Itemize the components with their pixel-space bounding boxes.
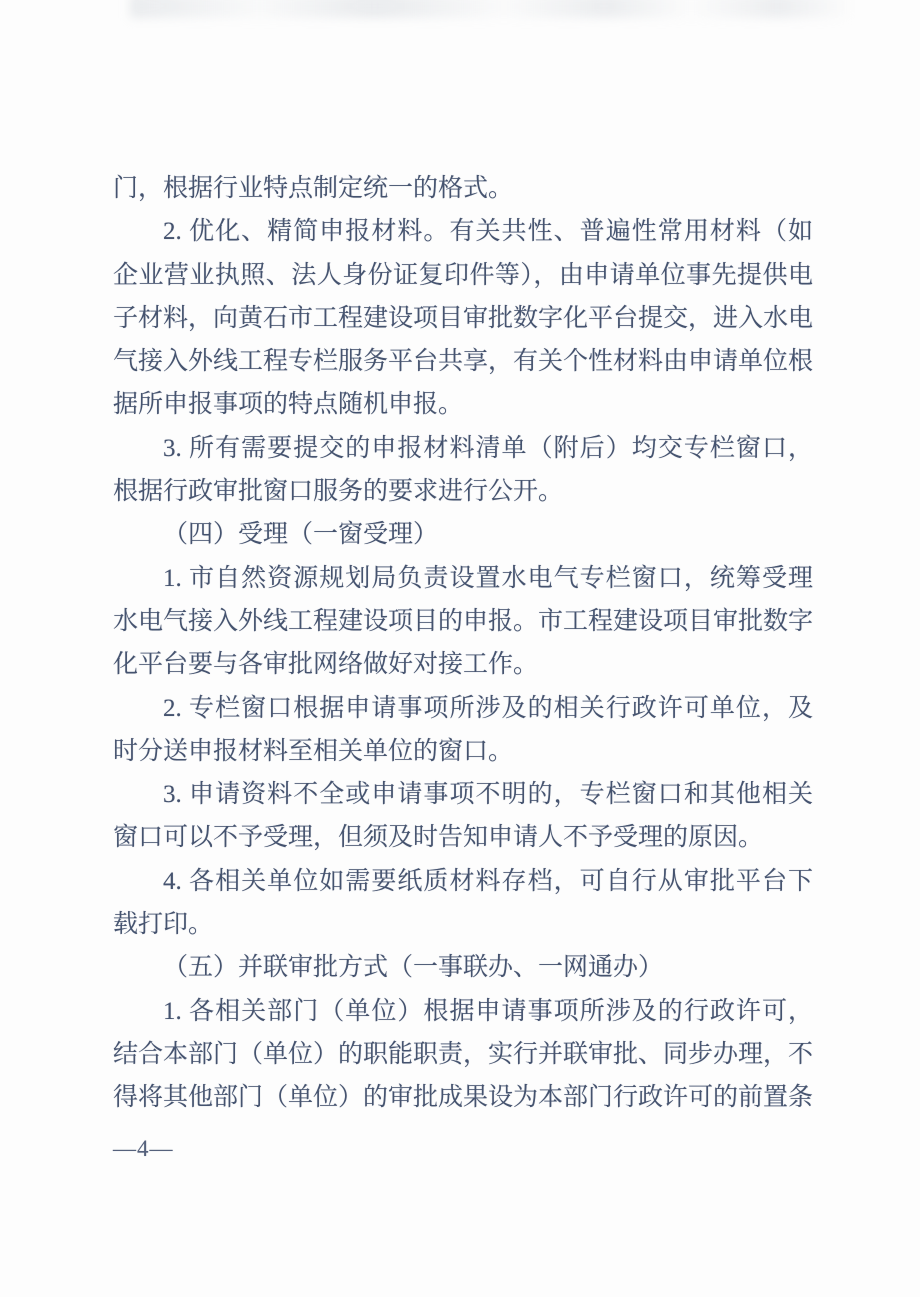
section-heading: （四）受理（一窗受理） bbox=[163, 521, 439, 549]
text-line: 据所申报事项的特点随机申报。 bbox=[113, 391, 464, 419]
text-line: 2. 专栏窗口根据申请事项所涉及的相关行政许可单位，及 bbox=[163, 694, 813, 722]
scan-artifact-top bbox=[130, 0, 850, 18]
body-text bbox=[113, 167, 813, 1120]
page-number: —4— bbox=[113, 1136, 174, 1161]
text-line: 时分送申报材料至相关单位的窗口。 bbox=[113, 737, 514, 765]
text-line: 2. 优化、精简申报材料。有关共性、普遍性常用材料（如 bbox=[163, 218, 813, 246]
text-line: 根据行政审批窗口服务的要求进行公开。 bbox=[113, 478, 564, 506]
text-line: 载打印。 bbox=[113, 911, 214, 939]
text-line: 气接入外线工程专栏服务平台共享，有关个性材料由申请单位根 bbox=[113, 348, 814, 376]
text-line: 水电气接入外线工程建设项目的申报。市工程建设项目审批数字 bbox=[113, 607, 814, 635]
text-line: 3. 所有需要提交的申报材料清单（附后）均交专栏窗口， bbox=[163, 434, 813, 462]
text-line: 企业营业执照、法人身份证复印件等），由申请单位事先提供电 bbox=[113, 261, 813, 289]
text-line: 结合本部门（单位）的职能职责，实行并联审批、同步办理，不 bbox=[113, 1040, 814, 1068]
text-line: 子材料，向黄石市工程建设项目审批数字化平台提交，进入水电 bbox=[113, 304, 814, 332]
text-line: 化平台要与各审批网络做好对接工作。 bbox=[113, 651, 539, 679]
text-line: 窗口可以不予受理，但须及时告知申请人不予受理的原因。 bbox=[113, 824, 764, 852]
text-line: 1. 各相关部门（单位）根据申请事项所涉及的行政许可， bbox=[163, 997, 813, 1025]
text-line: 4. 各相关单位如需要纸质材料存档，可自行从审批平台下 bbox=[163, 867, 813, 895]
section-heading: （五）并联审批方式（一事联办、一网通办） bbox=[163, 954, 664, 982]
text-line: 1. 市自然资源规划局负责设置水电气专栏窗口，统筹受理 bbox=[163, 564, 813, 592]
text-line: 得将其他部门（单位）的审批成果设为本部门行政许可的前置条 bbox=[113, 1084, 814, 1112]
text-line: 门，根据行业特点制定统一的格式。 bbox=[113, 175, 514, 202]
text-line: 3. 申请资料不全或申请事项不明的，专栏窗口和其他相关 bbox=[163, 781, 813, 809]
